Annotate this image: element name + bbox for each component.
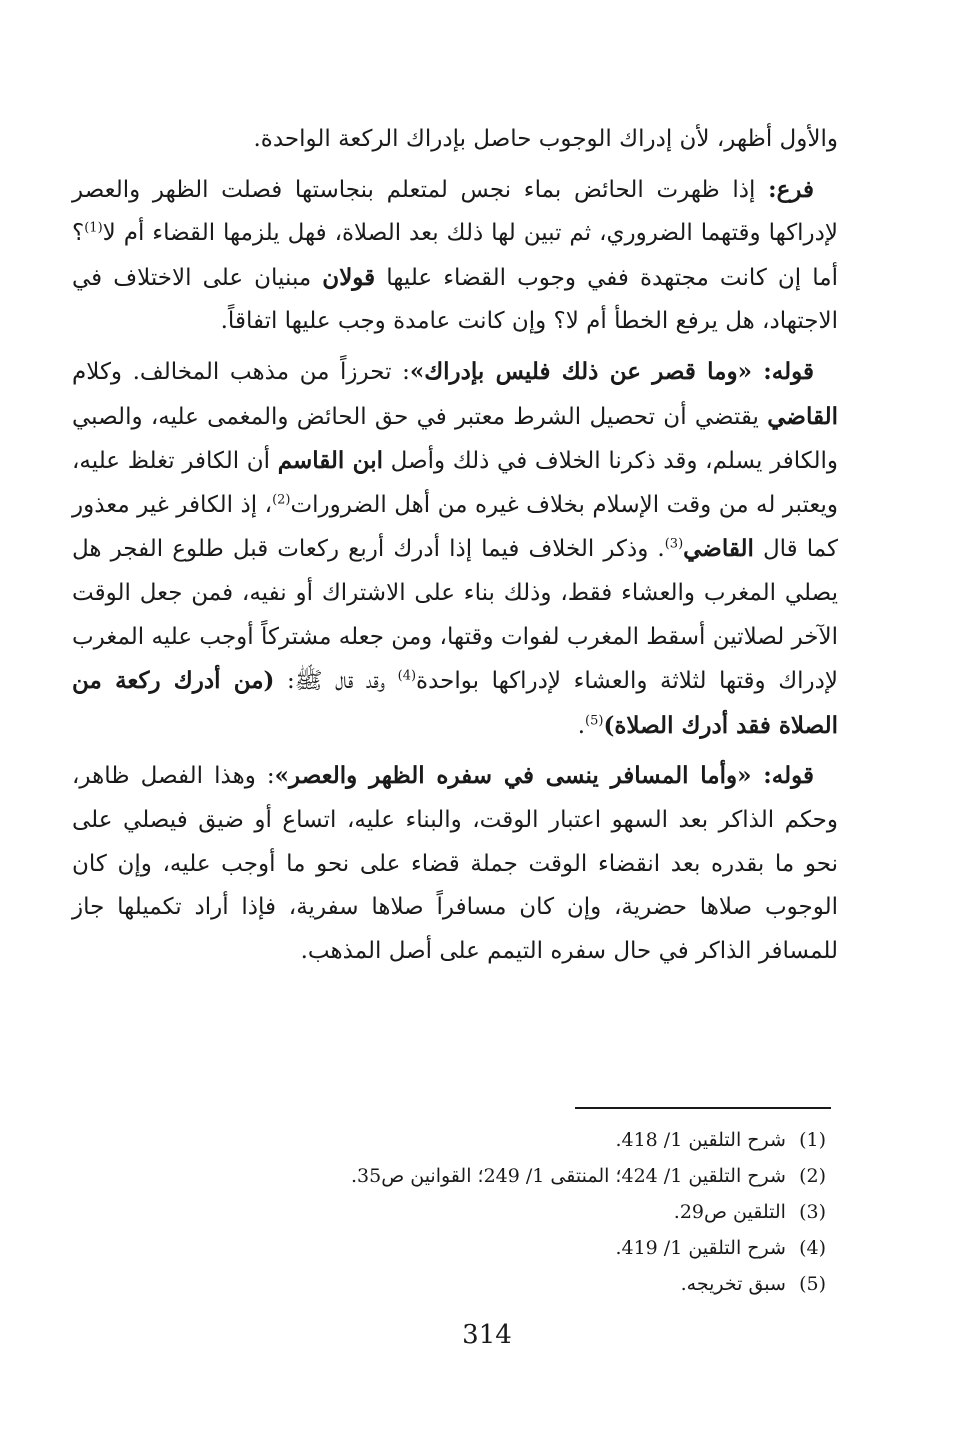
footnote-reference: (2): [272, 492, 291, 508]
footnote-text: التلقين ص29.: [673, 1201, 786, 1223]
text-run: أن الكافر تغلظ عليه، ويعتبر له من وقت الإسلام بخلاف غيره من أهل الضرورات: [72, 448, 839, 518]
paragraph-far: [72, 168, 838, 344]
main-text: [72, 118, 838, 973]
page-number: 314: [462, 1320, 512, 1350]
footnote-reference: (1): [84, 220, 103, 236]
text-run: مبنيان على الاختلاف في الاجتهاد، هل يرفع الخطأ أم لا؟ وإن كانت عامدة وجب عليها اتفاقاً.: [72, 264, 838, 335]
footnotes: [100, 1122, 826, 1302]
bold-text: القاضي: [767, 402, 838, 430]
paragraph-qawluh-1: [72, 350, 838, 748]
bold-text: قوله: «وما قصر عن ذلك فليس بإدراك»: [409, 357, 814, 385]
bold-text: (من أدرك ركعة من الصلاة فقد أدرك الصلاة): [72, 667, 838, 739]
footnote-number: (1): [799, 1129, 826, 1151]
text-run: والأول أظهر، لأن إدراك الوجوب حاصل بإدراك الركعة الواحدة.: [253, 126, 838, 152]
footnote-reference: (4): [397, 668, 417, 684]
paragraph-qawluh-2: [72, 754, 838, 973]
text-run: : وهذا الفصل ظاهر، وحكم الذاكر بعد السهو اعتبار الوقت، والبناء عليه، اتساع أو ضيق فيصلي على نحو ما بقدره بعد انقضاء الوقت جملة قضاء على نحو ما أوجب عليه، وإن كان الوجوب صلاها حضرية، وإن كان مسافراً صلاها سفرية، فإذا أراد تكميلها جاز للمسافر الذاكر في حال سفره التيمم على أصل المذهب.: [72, 763, 838, 964]
bold-text: فرع:: [768, 175, 814, 203]
text-run: ؟ أما إن كانت مجتهدة ففي وجوب القضاء عليها: [72, 220, 838, 291]
text-run: يقتضي أن تحصيل الشرط معتبر في حق الحائض والمغمى عليه، والصبي والكافر يسلم، وقد ذكرنا الخلاف في ذلك وأصل: [72, 403, 838, 475]
paragraph-opening: [72, 118, 838, 162]
text-run: إذا ظهرت الحائض بماء نجس لمتعلم بنجاستها فصلت الظهر والعصر لإدراكها وقتهما الضروري، ثم تبين لها ذلك بعد الصلاة، فهل يلزمها القضاء أم لا: [72, 176, 838, 247]
footnote-item: [100, 1266, 826, 1302]
bold-text: قوله: «وأما المسافر ينسى في سفره الظهر والعصر»: [274, 762, 814, 790]
footnote-number: (4): [799, 1237, 826, 1259]
footnote-number: (5): [799, 1273, 826, 1295]
text-run: .: [577, 712, 586, 739]
footnote-text: سبق تخريجه.: [680, 1273, 786, 1295]
footnote-text: شرح التلقين 1/ 419.: [615, 1237, 786, 1259]
text-run: . وذكر الخلاف فيما إذا أدرك أربع ركعات قبل طلوع الفجر هل يصلي المغرب والعشاء فقط، وذلك بناء على الاشتراك أو نفيه، فمن جعل الوقت الآخر لصلاتين أسقط المغرب لفوات وقتها، ومن جعله مشتركاً أوجب عليه المغرب لإدراك وقتها لثلاثة والعشاء لإدراكها بواحدة: [72, 536, 839, 695]
footnote-number: (3): [799, 1201, 826, 1223]
text-run: وقد قال ﷺ:: [274, 668, 398, 695]
footnote-item: [100, 1158, 826, 1194]
footnote-item: [100, 1230, 826, 1266]
footnote-text: شرح التلقين 1/ 424؛ المنتقى 1/ 249؛ القوانين ص35.: [350, 1165, 786, 1187]
footnote-item: [100, 1194, 826, 1230]
text-run: ، إذ الكافر غير معذور كما قال: [72, 491, 838, 563]
footnote-reference: (5): [585, 713, 604, 729]
footnote-text: شرح التلقين 1/ 418.: [615, 1129, 786, 1151]
text-run: : تحرزاً من مذهب المخالف. وكلام: [72, 358, 410, 385]
footnote-reference: (3): [664, 536, 684, 552]
bold-text: ابن القاسم: [277, 447, 383, 475]
bold-text: القاضي: [683, 535, 754, 563]
footnote-number: (2): [799, 1165, 826, 1187]
bold-text: قولان: [322, 263, 376, 291]
footnote-item: [100, 1122, 826, 1158]
footnote-divider: [575, 1107, 831, 1109]
